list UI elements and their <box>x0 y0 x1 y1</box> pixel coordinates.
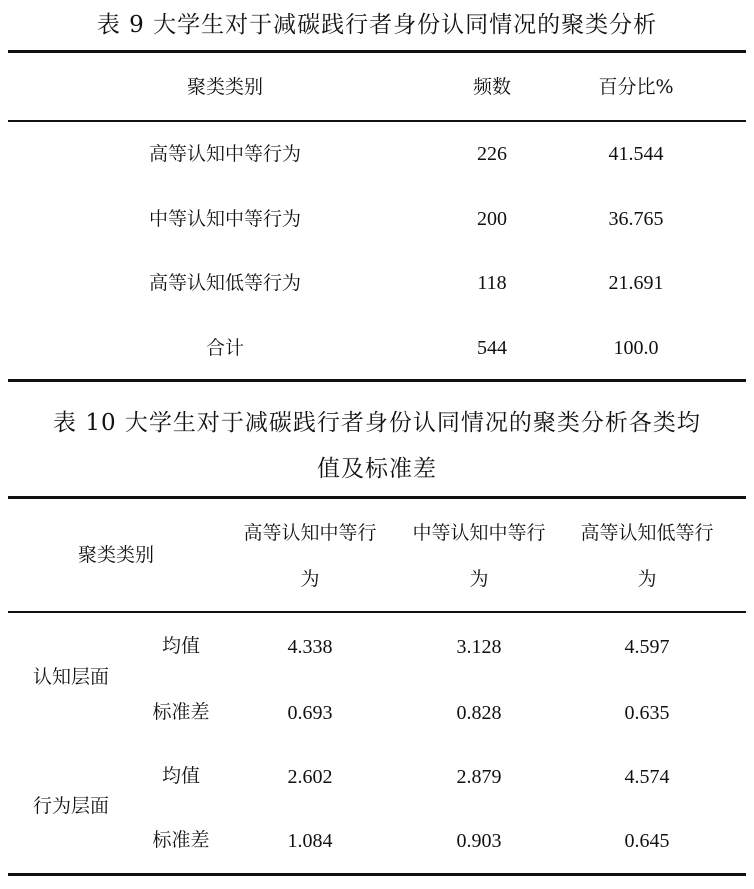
table9-row-label: 高等认知低等行为 <box>148 272 302 294</box>
table10-caption-line1: 表 10 大学生对于减碳践行者身份认同情况的聚类分析各类均 <box>53 410 701 436</box>
table10-value: 0.635 <box>624 702 670 724</box>
table10-value: 0.693 <box>287 702 333 724</box>
table10-value: 3.128 <box>456 636 502 658</box>
table10-header-category: 聚类类别 <box>77 544 155 566</box>
table9-header-rule <box>8 120 746 122</box>
table9-total-frequency: 544 <box>477 337 507 359</box>
table10-stat-label: 标准差 <box>152 701 210 723</box>
table10-value: 4.574 <box>624 766 670 788</box>
table9-total-percent: 100.0 <box>613 337 659 359</box>
table9-header-frequency: 频数 <box>472 76 512 98</box>
table10-bottom-rule <box>8 873 746 876</box>
table10-value: 0.828 <box>456 702 502 724</box>
table10-stat-label: 均值 <box>161 635 201 657</box>
table10-value: 0.645 <box>624 830 670 852</box>
table9-row-frequency: 200 <box>477 208 507 230</box>
table9-total-label: 合计 <box>205 337 245 359</box>
table10-stat-label: 标准差 <box>152 829 210 851</box>
table9-caption: 表 9 大学生对于减碳践行者身份认同情况的聚类分析 <box>96 12 658 38</box>
table10-group-label: 行为层面 <box>32 795 110 817</box>
table10-caption-line2: 值及标准差 <box>317 456 437 482</box>
table9-top-rule <box>8 50 746 53</box>
table10-header-col2: 中等认知中等行 <box>412 522 546 544</box>
table10-value: 2.602 <box>287 766 333 788</box>
table10-header-col2-wrap: 为 <box>469 568 489 590</box>
table9-row-frequency: 226 <box>477 143 507 165</box>
table9-row-label: 高等认知中等行为 <box>148 143 302 165</box>
table9-header-percent: 百分比% <box>598 76 674 98</box>
table10-header-rule <box>8 611 746 613</box>
table9-bottom-rule <box>8 379 746 382</box>
table10-header-col1: 高等认知中等行 <box>243 522 377 544</box>
table9-row-percent: 21.691 <box>608 272 664 294</box>
table9-row-percent: 41.544 <box>608 143 664 165</box>
table9-header-category: 聚类类别 <box>186 76 264 98</box>
table10-group-label: 认知层面 <box>32 666 110 688</box>
table10-value: 4.597 <box>624 636 670 658</box>
table10-value: 1.084 <box>287 830 333 852</box>
table10-value: 4.338 <box>287 636 333 658</box>
table9-row-frequency: 118 <box>477 272 507 294</box>
table10-header-col3: 高等认知低等行 <box>580 522 714 544</box>
table10-header-col1-wrap: 为 <box>300 568 320 590</box>
table10-stat-label: 均值 <box>161 765 201 787</box>
table10-top-rule <box>8 496 746 499</box>
table10-value: 0.903 <box>456 830 502 852</box>
table10-header-col3-wrap: 为 <box>637 568 657 590</box>
table10-value: 2.879 <box>456 766 502 788</box>
table9-row-percent: 36.765 <box>608 208 664 230</box>
table9-row-label: 中等认知中等行为 <box>148 208 302 230</box>
